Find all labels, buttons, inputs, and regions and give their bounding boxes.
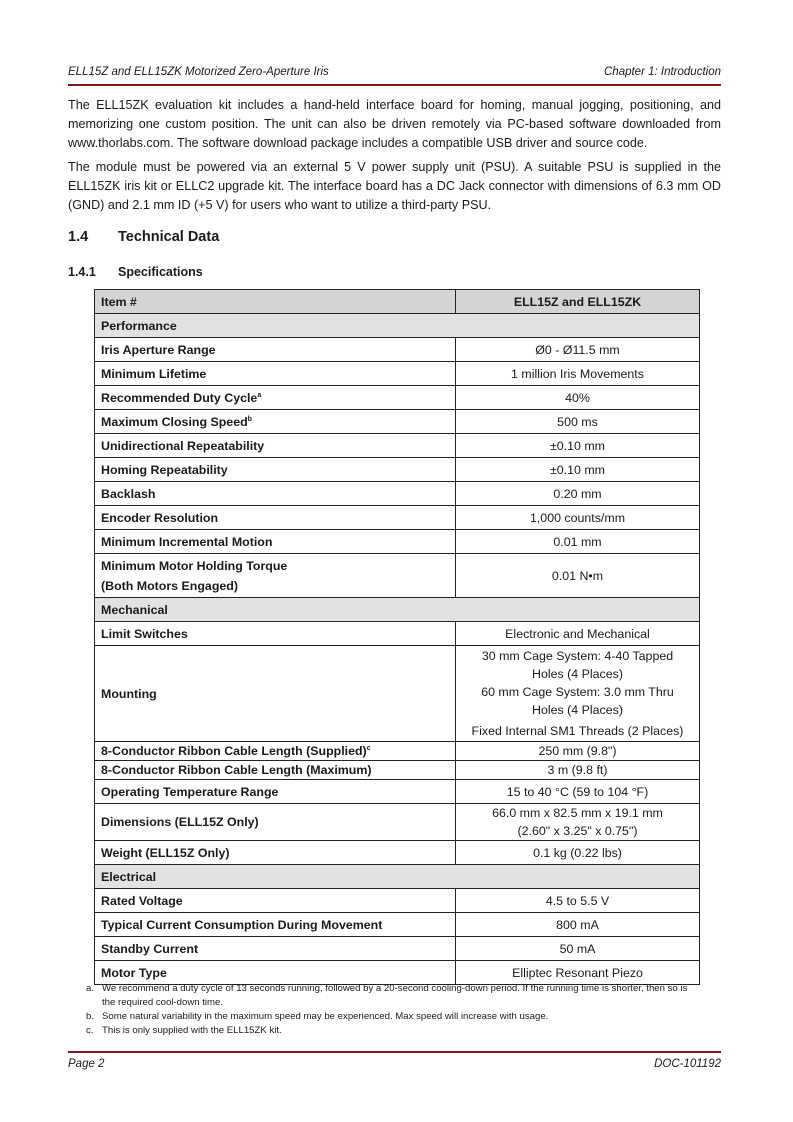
table-row xyxy=(95,761,700,780)
footnote-key: c. xyxy=(86,1025,94,1036)
spec-value-cell xyxy=(456,554,700,598)
table-row xyxy=(95,338,700,362)
spec-value-cell xyxy=(456,780,700,804)
section-number: 1.4 xyxy=(68,229,89,245)
table-section-row xyxy=(95,314,700,338)
table-row xyxy=(95,889,700,913)
section-label: Mechanical xyxy=(95,598,700,622)
spec-value: 3 m (9.8 ft) xyxy=(547,763,608,777)
spec-value: Elliptec Resonant Piezo xyxy=(512,965,643,980)
spec-label-line2: (Both Motors Engaged) xyxy=(101,578,238,593)
table-row xyxy=(95,530,700,554)
table-section-row xyxy=(95,598,700,622)
spec-value: Holes (4 Places) xyxy=(532,703,623,717)
spec-value: 40% xyxy=(565,390,590,405)
page-header xyxy=(68,66,721,78)
table-row xyxy=(95,961,700,985)
column-header-item: Item # xyxy=(95,290,456,314)
table-row xyxy=(95,362,700,386)
page-footer xyxy=(68,1058,721,1070)
subsection-title: Specifications xyxy=(118,265,203,279)
table-row xyxy=(95,804,700,841)
spec-label: 8-Conductor Ribbon Cable Length (Supplied) xyxy=(101,744,367,758)
footnote-key: b. xyxy=(86,1011,95,1022)
table-row xyxy=(95,780,700,804)
spec-label-cell xyxy=(95,841,456,865)
spec-label-cell xyxy=(95,742,456,761)
spec-label: Backlash xyxy=(101,486,156,501)
table-row xyxy=(95,742,700,761)
spec-label-cell xyxy=(95,937,456,961)
spec-value: Ø0 - Ø11.5 mm xyxy=(535,342,620,357)
spec-value: ±0.10 mm xyxy=(549,462,605,477)
spec-value-cell xyxy=(456,386,700,410)
spec-value: 800 mA xyxy=(556,917,599,932)
spec-label-cell xyxy=(95,506,456,530)
spec-label: Operating Temperature Range xyxy=(101,784,279,799)
table-row xyxy=(95,482,700,506)
footnote-marker: b xyxy=(247,415,252,423)
spec-value: 250 mm (9.8") xyxy=(538,744,617,758)
spec-value-cell xyxy=(456,482,700,506)
spec-label: Unidirectional Repeatability xyxy=(101,438,265,453)
table-section-row xyxy=(95,865,700,889)
footnote-text: This is only supplied with the ELL15ZK kit. xyxy=(102,1025,282,1036)
spec-value: 66.0 mm x 82.5 mm x 19.1 mm xyxy=(492,806,663,820)
spec-label: 8-Conductor Ribbon Cable Length (Maximum) xyxy=(101,763,372,777)
spec-label-cell xyxy=(95,434,456,458)
table-header-row xyxy=(95,290,700,314)
intro-paragraph: The ELL15ZK evaluation kit includes a hand-held interface board for homing, manual jogging, positioning, and memorizing one custom position. The unit can also be driven remotely via PC-based software downloaded from www.thorlabs.com. The software download package includes a compatible USB driver and source code. xyxy=(68,98,721,150)
spec-value-cell xyxy=(456,937,700,961)
spec-label-cell xyxy=(95,338,456,362)
spec-label: Limit Switches xyxy=(101,626,188,641)
table-row xyxy=(95,841,700,865)
spec-value-cell xyxy=(456,804,700,841)
spec-label: Typical Current Consumption During Movement xyxy=(101,917,383,932)
spec-value: (2.60" x 3.25" x 0.75") xyxy=(517,824,638,838)
spec-value-cell xyxy=(456,646,700,742)
spec-label-cell xyxy=(95,646,456,742)
doc-number: DOC-101192 xyxy=(654,1058,721,1070)
spec-value-cell xyxy=(456,961,700,985)
spec-value: 30 mm Cage System: 4-40 Tapped xyxy=(481,649,674,663)
section-title: Technical Data xyxy=(118,229,220,245)
table-row xyxy=(95,937,700,961)
spec-label: Rated Voltage xyxy=(101,893,183,908)
header-rule xyxy=(68,84,721,86)
spec-value-cell xyxy=(456,506,700,530)
footer-rule xyxy=(68,1051,721,1053)
spec-label: Mounting xyxy=(101,686,157,701)
spec-label-cell xyxy=(95,386,456,410)
table-row xyxy=(95,506,700,530)
header-chapter: Chapter 1: Introduction xyxy=(604,66,721,78)
spec-label: Minimum Incremental Motion xyxy=(101,534,273,549)
spec-label: Encoder Resolution xyxy=(101,510,219,525)
table-row xyxy=(95,622,700,646)
spec-value: 1,000 counts/mm xyxy=(529,510,626,525)
spec-label-cell xyxy=(95,362,456,386)
spec-value: Fixed Internal SM1 Threads (2 Places) xyxy=(471,724,684,738)
spec-value: 0.01 N•m xyxy=(551,568,604,583)
spec-value-cell xyxy=(456,841,700,865)
spec-label-cell xyxy=(95,622,456,646)
footnote xyxy=(86,1010,701,1024)
spec-value-cell xyxy=(456,889,700,913)
spec-label-cell xyxy=(95,554,456,598)
spec-label-cell xyxy=(95,780,456,804)
specifications-table xyxy=(94,289,700,985)
section-label: Performance xyxy=(95,314,700,338)
spec-value: 50 mA xyxy=(559,941,596,956)
page-number: Page 2 xyxy=(68,1058,105,1070)
header-title: ELL15Z and ELL15ZK Motorized Zero-Aperture Iris xyxy=(68,66,329,78)
spec-value-cell xyxy=(456,622,700,646)
spec-value-cell xyxy=(456,458,700,482)
subsection-heading xyxy=(68,265,203,279)
spec-value: 0.01 mm xyxy=(553,534,602,549)
spec-label-cell xyxy=(95,889,456,913)
spec-label-cell xyxy=(95,482,456,506)
section-label: Electrical xyxy=(95,865,700,889)
footnote-marker: c xyxy=(366,744,371,752)
spec-label: Minimum Lifetime xyxy=(101,366,207,381)
spec-value: 4.5 to 5.5 V xyxy=(545,893,610,908)
footnote xyxy=(86,982,701,1010)
spec-label: Weight (ELL15Z Only) xyxy=(101,845,230,860)
spec-value: 500 ms xyxy=(557,414,598,429)
spec-value-cell xyxy=(456,761,700,780)
section-heading xyxy=(68,229,219,245)
spec-value-cell xyxy=(456,410,700,434)
spec-value: 0.1 kg (0.22 lbs) xyxy=(533,845,622,860)
table-row xyxy=(95,913,700,937)
spec-label-cell xyxy=(95,804,456,841)
table-row xyxy=(95,554,700,598)
spec-label: Minimum Motor Holding Torque xyxy=(101,558,288,573)
footnote-text: Some natural variability in the maximum speed may be experienced. Max speed will increase with usage. xyxy=(102,1011,549,1022)
column-header-model: ELL15Z and ELL15ZK xyxy=(456,290,700,314)
spec-value-cell xyxy=(456,530,700,554)
footnote xyxy=(86,1024,701,1038)
subsection-number: 1.4.1 xyxy=(68,265,96,279)
spec-label-cell xyxy=(95,913,456,937)
spec-value-cell xyxy=(456,913,700,937)
spec-label: Recommended Duty Cycle xyxy=(101,390,258,405)
spec-label: Maximum Closing Speed xyxy=(101,414,248,429)
spec-value-cell xyxy=(456,742,700,761)
table-row xyxy=(95,646,700,742)
spec-value: Electronic and Mechanical xyxy=(505,626,650,641)
spec-label-cell xyxy=(95,458,456,482)
spec-label-cell xyxy=(95,410,456,434)
spec-value: 15 to 40 °C (59 to 104 °F) xyxy=(506,784,649,799)
spec-label: Iris Aperture Range xyxy=(101,342,216,357)
spec-value-cell xyxy=(456,362,700,386)
spec-label-cell xyxy=(95,761,456,780)
table-row xyxy=(95,434,700,458)
spec-value: Holes (4 Places) xyxy=(532,667,623,681)
spec-label-cell xyxy=(95,530,456,554)
footnote-text: We recommend a duty cycle of 13 seconds running, followed by a 20-second cooling-down period. If the running time is shorter, then so is the required cool-down time. xyxy=(102,983,688,1008)
spec-value: 0.20 mm xyxy=(553,486,602,501)
table-row xyxy=(95,410,700,434)
spec-label: Dimensions (ELL15Z Only) xyxy=(101,815,259,829)
spec-label: Standby Current xyxy=(101,941,199,956)
spec-value: 1 million Iris Movements xyxy=(511,366,644,381)
table-row xyxy=(95,458,700,482)
spec-value-cell xyxy=(456,434,700,458)
spec-label-cell xyxy=(95,961,456,985)
spec-value: ±0.10 mm xyxy=(549,438,605,453)
footnotes xyxy=(86,982,701,1038)
table-row xyxy=(95,386,700,410)
spec-value-cell xyxy=(456,338,700,362)
footnote-marker: a xyxy=(257,391,262,399)
spec-label: Homing Repeatability xyxy=(101,462,228,477)
spec-label: Motor Type xyxy=(101,965,167,980)
footnote-key: a. xyxy=(86,983,95,994)
spec-value: 60 mm Cage System: 3.0 mm Thru xyxy=(481,685,674,699)
power-paragraph: The module must be powered via an external 5 V power supply unit (PSU). A suitable PSU is supplied in the ELL15ZK iris kit or ELLC2 upgrade kit. The interface board has a DC Jack connector with dimensions of 6.3 mm OD (GND) and 2.1 mm ID (+5 V) for users who want to utilize a third-party PSU. xyxy=(68,160,721,212)
